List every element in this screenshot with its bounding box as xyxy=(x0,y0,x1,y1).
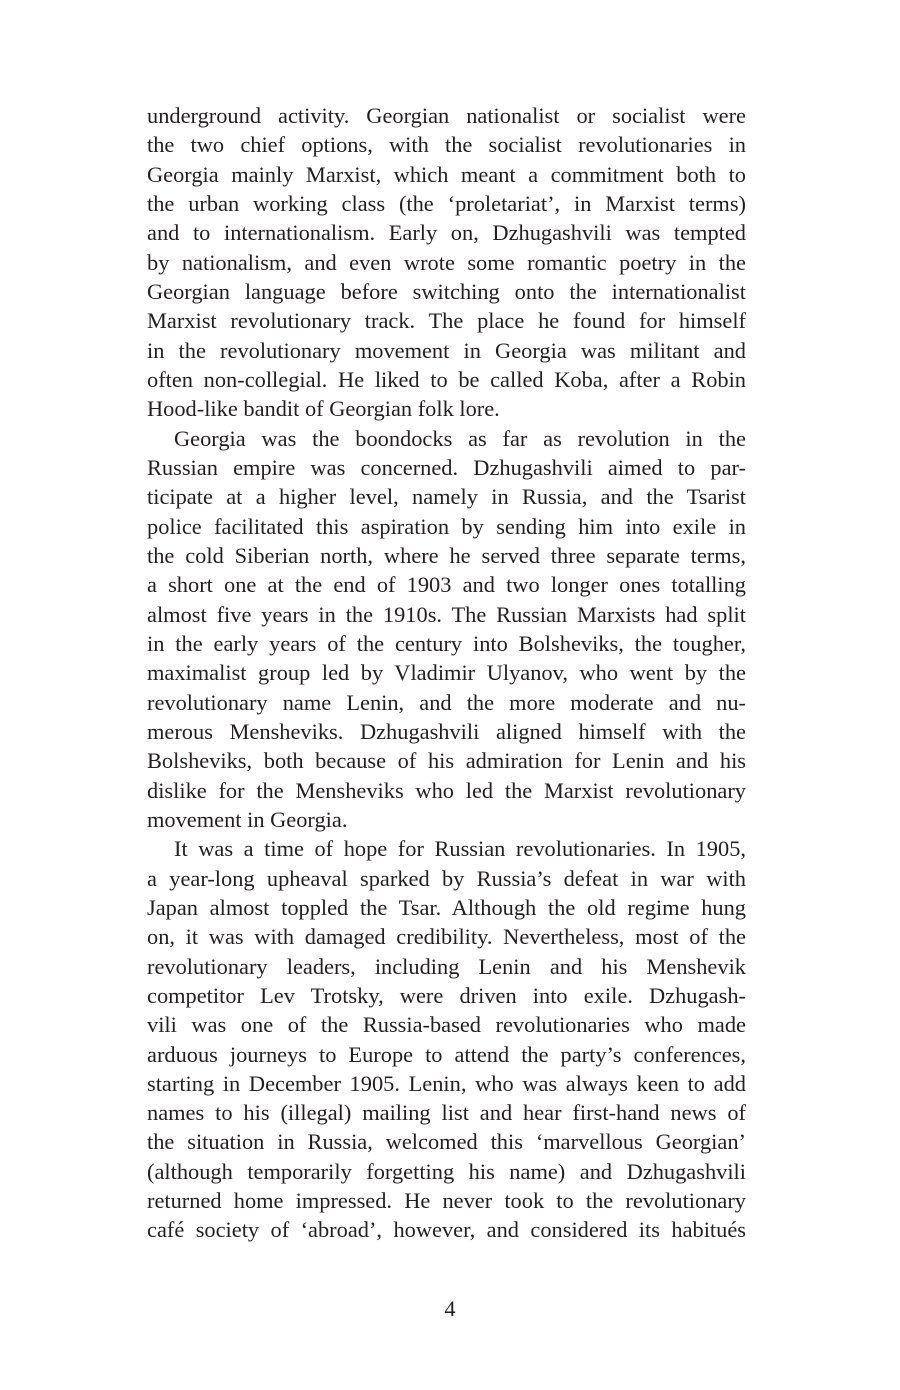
text-line: police facilitated this aspiration by sending him into exile in xyxy=(147,513,746,539)
text-line: returned home impressed. He never took to the revolutionary xyxy=(147,1188,746,1214)
text-line: the urban working class (the ‘proletariat’, in Marxist terms) xyxy=(147,190,746,216)
text-line: by nationalism, and even wrote some romantic poetry in the xyxy=(147,249,746,275)
text-line: café society of ‘abroad’, however, and considered its habitués xyxy=(147,1217,746,1243)
text-line: the two chief options, with the socialist revolutionaries in xyxy=(147,132,746,158)
text-line: maximalist group led by Vladimir Ulyanov, who went by the xyxy=(147,660,746,686)
text-line: a year-long upheaval sparked by Russia’s defeat in war with xyxy=(147,865,746,891)
page-number: 4 xyxy=(444,1296,456,1321)
text-line: and to internationalism. Early on, Dzhugashvili was tempted xyxy=(147,220,746,246)
text-line: (although temporarily forgetting his name) and Dzhugashvili xyxy=(147,1158,746,1184)
text-line: movement in Georgia. xyxy=(147,806,348,832)
text-line: Georgia was the boondocks as far as revolution in the xyxy=(174,425,746,451)
text-line: revolutionary leaders, including Lenin and his Menshevik xyxy=(147,953,746,979)
text-line: Russian empire was concerned. Dzhugashvili aimed to par- xyxy=(147,454,746,480)
text-line: vili was one of the Russia-based revolutionaries who made xyxy=(147,1012,746,1038)
text-line: It was a time of hope for Russian revolutionaries. In 1905, xyxy=(174,836,746,862)
text-line: Hood-like bandit of Georgian folk lore. xyxy=(147,396,500,422)
text-line: starting in December 1905. Lenin, who was always keen to add xyxy=(147,1070,746,1096)
text-line: arduous journeys to Europe to attend the party’s conferences, xyxy=(147,1041,746,1067)
text-line: on, it was with damaged credibility. Nevertheless, most of the xyxy=(147,924,746,950)
text-line: dislike for the Mensheviks who led the Marxist revolutionary xyxy=(147,777,746,803)
text-line: in the revolutionary movement in Georgia was militant and xyxy=(147,337,746,363)
text-line: almost five years in the 1910s. The Russian Marxists had split xyxy=(147,601,746,627)
text-line: the situation in Russia, welcomed this ‘marvellous Georgian’ xyxy=(147,1129,746,1155)
text-line: competitor Lev Trotsky, were driven into exile. Dzhugash- xyxy=(147,982,746,1008)
text-line: Bolsheviks, both because of his admiration for Lenin and his xyxy=(147,748,746,774)
text-line: a short one at the end of 1903 and two longer ones totalling xyxy=(147,572,746,598)
text-line: underground activity. Georgian nationalist or socialist were xyxy=(147,103,746,128)
text-line: in the early years of the century into Bolsheviks, the tougher, xyxy=(147,630,746,656)
text-line: names to his (illegal) mailing list and hear first-hand news of xyxy=(147,1100,746,1126)
text-line: Georgia mainly Marxist, which meant a commitment both to xyxy=(147,161,746,187)
text-line: Marxist revolutionary track. The place he found for himself xyxy=(147,308,746,334)
text-line: the cold Siberian north, where he served three separate terms, xyxy=(147,542,746,568)
text-line: Georgian language before switching onto the internationalist xyxy=(147,278,746,304)
text-line: Japan almost toppled the Tsar. Although the old regime hung xyxy=(147,894,746,920)
text-line: revolutionary name Lenin, and the more moderate and nu- xyxy=(147,689,746,715)
text-line: often non-collegial. He liked to be called Koba, after a Robin xyxy=(147,366,746,392)
text-line: merous Mensheviks. Dzhugashvili aligned himself with the xyxy=(147,718,746,744)
text-line: ticipate at a higher level, namely in Russia, and the Tsarist xyxy=(147,484,746,510)
book-page-text xyxy=(147,101,746,1245)
